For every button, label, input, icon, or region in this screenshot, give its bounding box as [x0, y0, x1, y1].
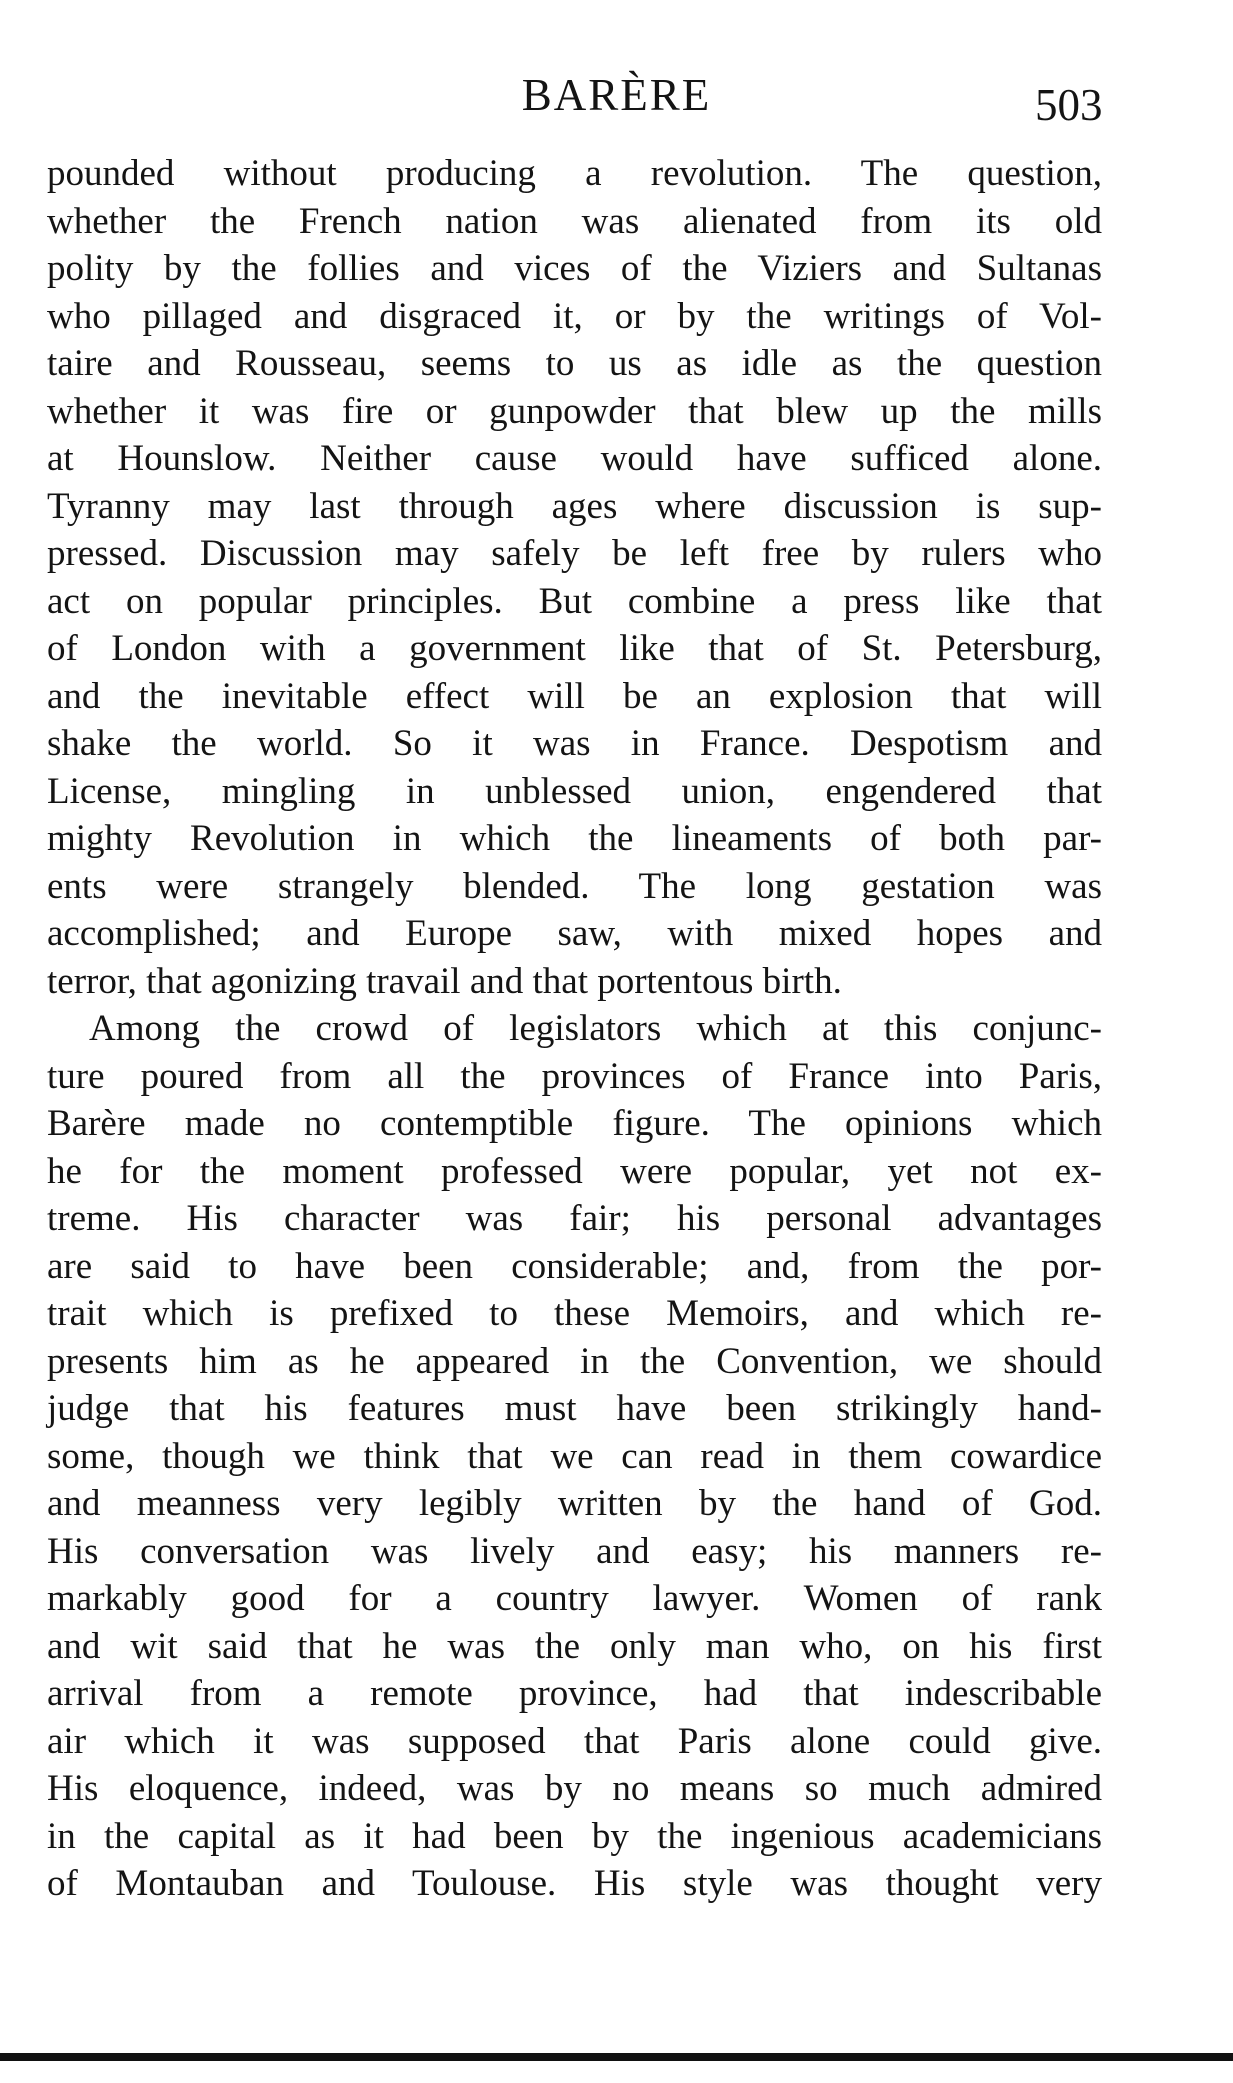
text-line: trait which is prefixed to these Memoirs, and which re- — [47, 1293, 1102, 1334]
text-line: pounded without producing a revolution. The question, — [47, 153, 1102, 194]
text-line: at Hounslow. Neither cause would have sufficed alone. — [47, 438, 1102, 479]
text-line: License, mingling in unblessed union, engendered that — [47, 770, 1102, 812]
text-line: and wit said that he was the only man who, on his first — [47, 1625, 1102, 1667]
text-line: and meanness very legibly written by the hand of God. — [47, 1483, 1102, 1524]
text-line: Barère made no contemptible figure. The opinions which — [47, 1103, 1102, 1144]
text-line: accomplished; and Europe saw, with mixed hopes and — [47, 913, 1102, 954]
text-line: and the inevitable effect will be an explosion that will — [47, 675, 1102, 717]
running-title: BARÈRE — [521, 70, 712, 120]
text-line: air which it was supposed that Paris alone could give. — [47, 1720, 1102, 1762]
text-line: treme. His character was fair; his personal advantages — [47, 1198, 1102, 1239]
text-line: of Montauban and Toulouse. His style was thought very — [47, 1863, 1102, 1904]
text-line: arrival from a remote province, had that indescribable — [47, 1673, 1102, 1714]
text-line: ture poured from all the provinces of France into Paris, — [47, 1055, 1102, 1097]
text-line: judge that his features must have been strikingly hand- — [47, 1388, 1102, 1429]
text-line: Among the crowd of legislators which at this conjunc- — [89, 1008, 1102, 1049]
text-line: terror, that agonizing travail and that portentous birth. — [47, 960, 842, 1002]
text-line: shake the world. So it was in France. Despotism and — [47, 723, 1102, 764]
text-line: some, though we think that we can read in them cowardice — [47, 1435, 1102, 1477]
text-line: His eloquence, indeed, was by no means so much admired — [47, 1768, 1102, 1809]
text-line: are said to have been considerable; and, from the por- — [47, 1245, 1102, 1287]
text-line: in the capital as it had been by the ingenious academicians — [47, 1815, 1102, 1857]
text-line: taire and Rousseau, seems to us as idle as the question — [47, 343, 1102, 384]
text-line: he for the moment professed were popular, yet not ex- — [47, 1150, 1102, 1192]
page-number: 503 — [1035, 80, 1103, 130]
text-line: Tyranny may last through ages where discussion is sup- — [47, 485, 1102, 527]
text-line: polity by the follies and vices of the Viziers and Sultanas — [47, 248, 1102, 289]
paragraph — [47, 1005, 1102, 1908]
text-line: whether it was fire or gunpowder that blew up the mills — [47, 390, 1102, 432]
text-line: whether the French nation was alienated from its old — [47, 200, 1102, 242]
text-line: pressed. Discussion may safely be left free by rulers who — [47, 533, 1102, 574]
text-line: His conversation was lively and easy; his manners re- — [47, 1530, 1102, 1572]
text-line: mighty Revolution in which the lineaments of both par- — [47, 818, 1102, 859]
text-line: ents were strangely blended. The long gestation was — [47, 865, 1102, 907]
text-line: of London with a government like that of St. Petersburg, — [47, 628, 1102, 669]
text-line: presents him as he appeared in the Convention, we should — [47, 1340, 1102, 1382]
text-line: markably good for a country lawyer. Women of rank — [47, 1578, 1102, 1619]
paragraph — [47, 150, 1102, 1005]
text-line: act on popular principles. But combine a press like that — [47, 580, 1102, 622]
body-text — [47, 150, 1102, 1908]
bottom-rule — [0, 2053, 1233, 2061]
text-line: who pillaged and disgraced it, or by the writings of Vol- — [47, 295, 1102, 337]
